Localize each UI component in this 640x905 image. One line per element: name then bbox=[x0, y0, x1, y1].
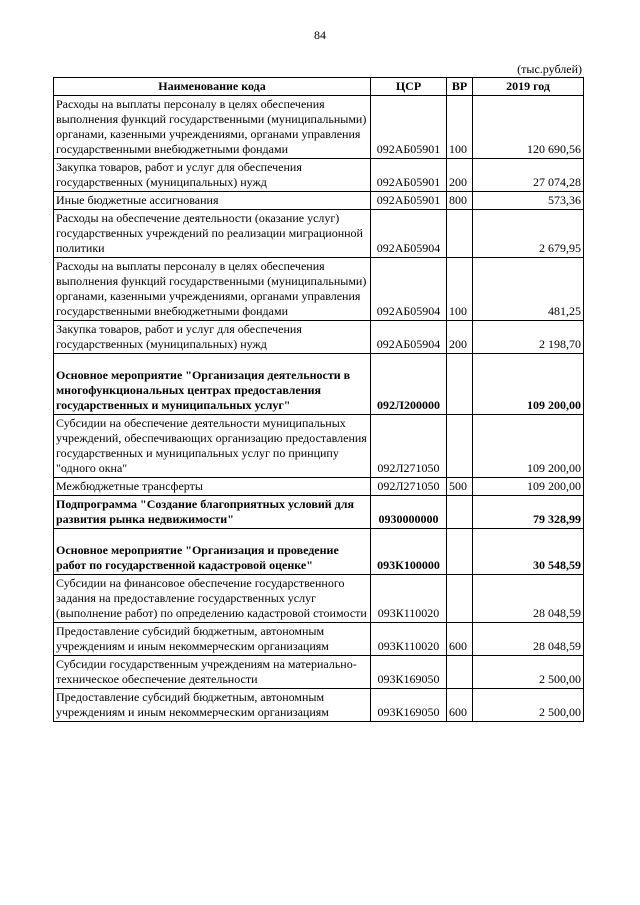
table-row-section bbox=[54, 354, 584, 415]
cell-vr bbox=[447, 354, 473, 415]
cell-value: 481,25 bbox=[473, 258, 584, 321]
header-vr: ВР bbox=[447, 78, 473, 96]
cell-csr: 092Л271050 bbox=[371, 478, 447, 496]
cell-value: 28 048,59 bbox=[473, 575, 584, 623]
cell-name: Иные бюджетные ассигнования bbox=[54, 192, 371, 210]
cell-value: 109 200,00 bbox=[473, 415, 584, 478]
cell-vr: 100 bbox=[447, 258, 473, 321]
cell-vr bbox=[447, 529, 473, 575]
cell-name: Закупка товаров, работ и услуг для обеспечения государственных (муниципальных) нужд bbox=[54, 321, 371, 354]
cell-name: Расходы на выплаты персоналу в целях обеспечения выполнения функций государственными (муниципальными) органами, казенными учреждениями, органами управления государственными внебюджетными фондами bbox=[54, 96, 371, 159]
cell-vr bbox=[447, 575, 473, 623]
cell-csr: 093К169050 bbox=[371, 656, 447, 689]
cell-name: Расходы на обеспечение деятельности (оказание услуг) государственных учреждений по реализации миграционной политики bbox=[54, 210, 371, 258]
table-row bbox=[54, 210, 584, 258]
cell-csr: 093К110020 bbox=[371, 575, 447, 623]
cell-name: Подпрограмма "Создание благоприятных условий для развития рынка недвижимости" bbox=[54, 496, 371, 529]
cell-vr: 800 bbox=[447, 192, 473, 210]
cell-csr: 092АБ05904 bbox=[371, 258, 447, 321]
table-row bbox=[54, 415, 584, 478]
cell-value: 120 690,56 bbox=[473, 96, 584, 159]
cell-vr: 200 bbox=[447, 321, 473, 354]
cell-value: 27 074,28 bbox=[473, 159, 584, 192]
cell-name: Основное мероприятие "Организация и проведение работ по государственной кадастровой оценке" bbox=[54, 529, 371, 575]
table-row bbox=[54, 478, 584, 496]
cell-vr: 600 bbox=[447, 689, 473, 722]
table-row bbox=[54, 192, 584, 210]
cell-value: 2 679,95 bbox=[473, 210, 584, 258]
cell-vr: 500 bbox=[447, 478, 473, 496]
table-row bbox=[54, 575, 584, 623]
cell-vr bbox=[447, 656, 473, 689]
budget-table bbox=[53, 77, 584, 722]
cell-csr: 093К110020 bbox=[371, 623, 447, 656]
cell-csr: 092АБ05904 bbox=[371, 210, 447, 258]
cell-csr: 092АБ05901 bbox=[371, 159, 447, 192]
table-row bbox=[54, 96, 584, 159]
cell-vr bbox=[447, 496, 473, 529]
cell-value: 109 200,00 bbox=[473, 354, 584, 415]
table-row bbox=[54, 321, 584, 354]
cell-name: Основное мероприятие "Организация деятельности в многофункциональных центрах предоставления государственных и муниципальных услуг" bbox=[54, 354, 371, 415]
cell-vr bbox=[447, 415, 473, 478]
table-row-section bbox=[54, 496, 584, 529]
table-body bbox=[54, 96, 584, 722]
cell-name: Субсидии на финансовое обеспечение государственного задания на предоставление государственных услуг (выполнение работ) по определению кадастровой стоимости bbox=[54, 575, 371, 623]
cell-vr: 600 bbox=[447, 623, 473, 656]
cell-value: 573,36 bbox=[473, 192, 584, 210]
cell-name: Предоставление субсидий бюджетным, автономным учреждениям и иным некоммерческим организациям bbox=[54, 689, 371, 722]
cell-value: 28 048,59 bbox=[473, 623, 584, 656]
header-year: 2019 год bbox=[473, 78, 584, 96]
cell-name: Межбюджетные трансферты bbox=[54, 478, 371, 496]
cell-value: 109 200,00 bbox=[473, 478, 584, 496]
table-row bbox=[54, 656, 584, 689]
cell-value: 79 328,99 bbox=[473, 496, 584, 529]
cell-name: Предоставление субсидий бюджетным, автономным учреждениям и иным некоммерческим организациям bbox=[54, 623, 371, 656]
cell-vr: 200 bbox=[447, 159, 473, 192]
page-number: 84 bbox=[314, 28, 326, 42]
cell-value: 30 548,59 bbox=[473, 529, 584, 575]
units-label: (тыс.рублей) bbox=[517, 62, 582, 76]
cell-value: 2 500,00 bbox=[473, 656, 584, 689]
table-header-row bbox=[54, 78, 584, 96]
cell-vr bbox=[447, 210, 473, 258]
table-row bbox=[54, 159, 584, 192]
table-row-section bbox=[54, 529, 584, 575]
cell-csr: 092Л271050 bbox=[371, 415, 447, 478]
cell-name: Субсидии государственным учреждениям на материально-техническое обеспечение деятельности bbox=[54, 656, 371, 689]
cell-csr: 093К169050 bbox=[371, 689, 447, 722]
table-row bbox=[54, 623, 584, 656]
cell-name: Субсидии на обеспечение деятельности муниципальных учреждений, обеспечивающих организацию предоставления государственных и муниципальных услуг по принципу "одного окна" bbox=[54, 415, 371, 478]
cell-csr: 093К100000 bbox=[371, 529, 447, 575]
cell-csr: 0930000000 bbox=[371, 496, 447, 529]
header-name: Наименование кода bbox=[54, 78, 371, 96]
cell-name: Закупка товаров, работ и услуг для обеспечения государственных (муниципальных) нужд bbox=[54, 159, 371, 192]
cell-csr: 092АБ05901 bbox=[371, 192, 447, 210]
table-row bbox=[54, 689, 584, 722]
cell-csr: 092АБ05904 bbox=[371, 321, 447, 354]
cell-csr: 092АБ05901 bbox=[371, 96, 447, 159]
cell-name: Расходы на выплаты персоналу в целях обеспечения выполнения функций государственными (муниципальными) органами, казенными учреждениями, органами управления государственными внебюджетными фондами bbox=[54, 258, 371, 321]
cell-vr: 100 bbox=[447, 96, 473, 159]
cell-value: 2 198,70 bbox=[473, 321, 584, 354]
header-csr: ЦСР bbox=[371, 78, 447, 96]
cell-value: 2 500,00 bbox=[473, 689, 584, 722]
table-row bbox=[54, 258, 584, 321]
cell-csr: 092Л200000 bbox=[371, 354, 447, 415]
